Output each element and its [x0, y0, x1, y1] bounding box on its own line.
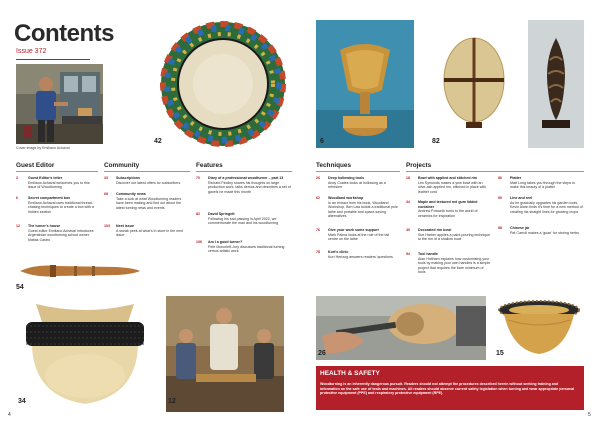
- entry-description: Andy Coates looks at hollowing as a refresher: [328, 180, 386, 190]
- rim-bowl-photo: [144, 20, 302, 148]
- photo-number-54: 54: [16, 284, 24, 291]
- entry-description: Pete Moncrieff-Jury discusses traditional turning versus artistic work: [208, 244, 285, 254]
- goblet-photo: [316, 20, 414, 148]
- people-photo: [166, 296, 284, 412]
- page-number: 26: [316, 176, 320, 180]
- toc-entry[interactable]: [498, 196, 584, 214]
- entry-title: Platter: [510, 176, 522, 180]
- spindle-photo: [16, 258, 144, 284]
- page-number: 90: [498, 196, 502, 200]
- toc-entry[interactable]: [406, 200, 492, 218]
- toc-entry[interactable]: [196, 176, 292, 194]
- entry-description: Richard Findley shares his thoughts on large production work, talks demos and describes a set of gavels he made this month: [208, 180, 291, 194]
- entry-title: Secret compartment box: [28, 196, 71, 200]
- sculpture-photo: [528, 20, 584, 148]
- entry-description: A sneak peek at what's in store in the next issue: [116, 228, 184, 238]
- page-number: 3: [16, 176, 18, 180]
- photo-number-42: 42: [154, 138, 162, 145]
- section-heading-community: Community: [104, 162, 140, 169]
- entry-description: Following his sad passing in April 2022, we commemorate the man and his woodturning: [208, 216, 279, 226]
- page-number: 76: [316, 228, 320, 232]
- page-number: 33: [104, 176, 108, 180]
- photo-number-6: 6: [320, 138, 324, 145]
- page-number: 103: [104, 224, 110, 228]
- toc-entry[interactable]: [196, 212, 292, 226]
- toc-entry[interactable]: [316, 176, 400, 190]
- cover-photo: [16, 64, 103, 144]
- page-number: 18: [406, 176, 410, 180]
- page-number: 78: [316, 250, 320, 254]
- page-number: 68: [104, 192, 108, 196]
- page-number: 34: [406, 200, 410, 204]
- entry-title: Woodland workshop: [328, 196, 364, 200]
- page-number: 106: [196, 240, 202, 244]
- toc-entry[interactable]: [498, 176, 584, 190]
- section-heading-techniques: Techniques: [316, 162, 352, 169]
- section-rule: [16, 171, 98, 172]
- entry-description: Take a look at what Woodturning readers have been making and find out about the latest turning news and events: [116, 196, 182, 210]
- photo-number-12: 12: [168, 398, 176, 405]
- toc-entry[interactable]: [104, 176, 190, 185]
- health-safety-text: Woodturning is an inherently dangerous pursuit. Readers should not attempt the procedures described herein without seeking training and information on the safe use of tools and machines. All readers should observe current safety legislation when turning and wear appropriate personal protective equipment (PPE) and respiratory protective equipment (RPE).: [320, 382, 575, 396]
- entry-description: Les Symonds makes a yew bowl with an olive-ash applied rim, stitched in place with leather cord: [418, 180, 487, 194]
- entry-title: Subscriptions: [116, 176, 140, 180]
- section-rule: [196, 171, 292, 172]
- page-number: 98: [498, 226, 502, 230]
- toc-entry[interactable]: [406, 252, 492, 275]
- title-rule: [16, 59, 90, 60]
- entry-title: Community news: [116, 192, 146, 196]
- entry-title: David Springett: [208, 212, 235, 216]
- toc-entry[interactable]: [16, 196, 98, 214]
- entry-title: Am I a good turner?: [208, 240, 243, 244]
- health-safety-title: HEALTH & SAFETY: [320, 370, 380, 377]
- entry-title: Give your work some support: [328, 228, 379, 232]
- entry-description: Discover our latest offers for subscribers: [116, 180, 181, 185]
- page-number: 70: [196, 176, 200, 180]
- section-rule: [104, 171, 190, 172]
- toc-entry[interactable]: [406, 176, 492, 194]
- entry-description: Sue Harker applies a paint-pouring technique to the rim of a shallow bowl: [418, 232, 491, 242]
- page-number: 62: [316, 196, 320, 200]
- entry-description: Alan Holtham explains how customising your tools by making your own handles is a simple project that requires the bare minimum of tools: [418, 256, 491, 275]
- entry-title: Tool handle: [418, 252, 438, 256]
- entry-title: Maple and textured red gum lidded container: [418, 200, 478, 209]
- toc-entry[interactable]: [406, 228, 492, 242]
- entry-description: Guest editor Emiliano Achaval introduces Argentinian woodturning school owner Matias Castro: [28, 228, 94, 242]
- entry-description: In an extract from his book, Woodland Workshop, Ben Law builds a traditional pole lathe and portable and space-saving alternatives: [328, 200, 398, 219]
- page-title: Contents: [14, 20, 114, 47]
- issue-number: Issue 372: [16, 48, 47, 55]
- entry-description: As he gradually upgrades his garden tools, Kevin Alwin finds it's time for a new method of creating his straight lines for growing crops: [510, 200, 583, 214]
- entry-description: Pat Carroll makes a 'guan' for storing herbs: [510, 230, 579, 235]
- photo-number-34: 34: [18, 398, 26, 405]
- photo-number-82: 82: [432, 138, 440, 145]
- page-number: 82: [196, 212, 200, 216]
- toc-entry[interactable]: [498, 226, 584, 235]
- entry-title: Guest Editor's letter: [28, 176, 63, 180]
- entry-description: Andrew Potocnik turns to the world of ceramics for inspiration: [418, 209, 478, 218]
- page-number: 40: [406, 228, 410, 232]
- entry-description: Kurt Hertzog answers readers' questions: [328, 254, 393, 259]
- toc-entry[interactable]: [196, 240, 292, 254]
- entry-description: Emiliano Achaval uses traditional thread-chasing techniques to create a box with a hidden section: [28, 200, 94, 214]
- entry-description: Matt Long takes you through the steps to make this beauty of a platter: [510, 180, 576, 190]
- entry-title: Decorated rim bowl: [418, 228, 452, 232]
- entry-title: Diary of a professional woodturner – part 13: [208, 176, 284, 180]
- toc-entry[interactable]: [316, 228, 400, 242]
- entry-title: Kurt's clinic: [328, 250, 349, 254]
- entry-title: Chinese jar: [510, 226, 530, 230]
- folio-right: 5: [588, 412, 591, 418]
- turning-photo: [316, 296, 486, 360]
- entry-description: Mark Palma looks at the role of the tail centre on the lathe: [328, 232, 390, 242]
- section-rule: [316, 171, 400, 172]
- photo-number-15: 15: [496, 350, 504, 357]
- section-heading-guest-editor: Guest Editor: [16, 162, 55, 169]
- section-heading-features: Features: [196, 162, 223, 169]
- entry-title: Line and reel: [510, 196, 533, 200]
- page-number: 6: [16, 196, 18, 200]
- entry-title: Deep hollowing tools: [328, 176, 365, 180]
- textured-bowl-photo: [16, 296, 154, 412]
- toc-entry[interactable]: [16, 176, 98, 190]
- page-number: 54: [406, 252, 410, 256]
- cover-caption: Cover image by Emiliano Achaval: [16, 146, 70, 150]
- page-number: 12: [16, 224, 20, 228]
- egg-box-photo: [428, 20, 520, 148]
- toc-entry[interactable]: [316, 250, 400, 259]
- toc-entry[interactable]: [316, 196, 400, 219]
- folio-left: 4: [8, 412, 11, 418]
- section-rule: [406, 171, 584, 172]
- entry-description: Emiliano Achaval welcomes you to this issue of Woodturning: [28, 180, 90, 190]
- toc-entry[interactable]: [16, 224, 98, 242]
- small-bowl-photo: [494, 296, 584, 360]
- page-number: 86: [498, 176, 502, 180]
- entry-title: Bowl with applied and stitched rim: [418, 176, 478, 180]
- entry-title: Next issue: [116, 224, 134, 228]
- entry-title: The turner's house: [28, 224, 61, 228]
- toc-entry[interactable]: [104, 224, 190, 238]
- toc-entry[interactable]: [104, 192, 190, 210]
- photo-number-26: 26: [318, 350, 326, 357]
- section-heading-projects: Projects: [406, 162, 432, 169]
